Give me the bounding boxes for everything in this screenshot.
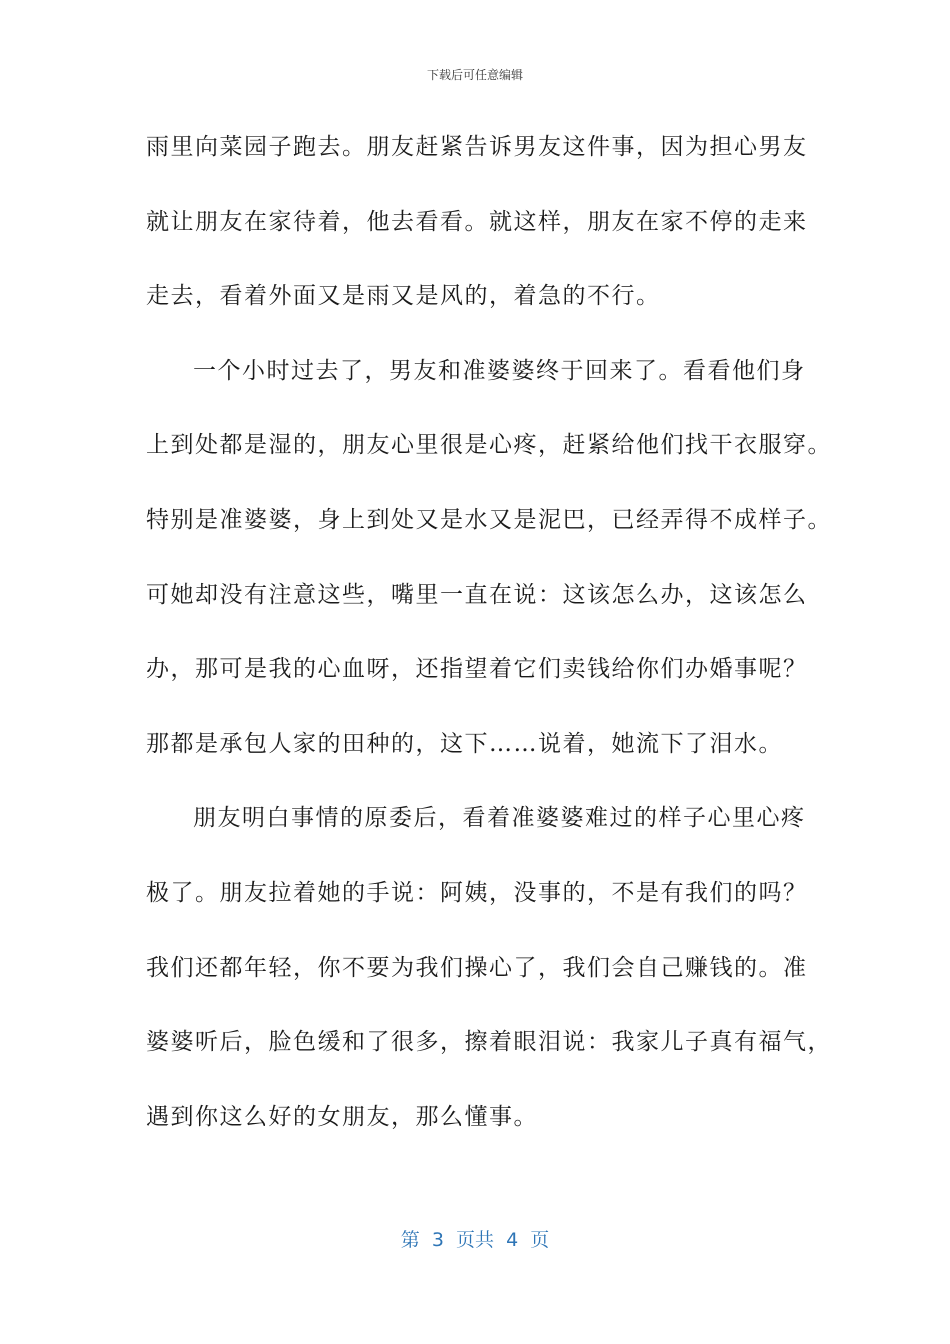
text-line: 极了。朋友拉着她的手说：阿姨，没事的，不是有我们的吗？ [146, 879, 808, 906]
text-line: 上到处都是湿的，朋友心里很是心疼，赶紧给他们找干衣服穿。 [146, 432, 832, 459]
text-line: 那都是承包人家的田种的，这下……说着，她流下了泪水。 [146, 730, 783, 757]
text-line: 特别是准婆婆，身上到处又是水又是泥巴，已经弄得不成样子。 [146, 506, 832, 533]
text-line: 雨里向菜园子跑去。朋友赶紧告诉男友这件事，因为担心男友 [146, 134, 808, 160]
text-line: 婆婆听后，脸色缓和了很多，擦着眼泪说：我家儿子真有福气， [146, 1029, 832, 1056]
text-line: 遇到你这么好的女朋友，那么懂事。 [146, 1103, 538, 1130]
text-line: 就让朋友在家待着，他去看看。就这样，朋友在家不停的走来 [146, 208, 808, 235]
page-number-footer: 第 3 页共 4 页 [400, 1229, 550, 1251]
text-line: 我们还都年轻，你不要为我们操心了，我们会自己赚钱的。准 [146, 954, 808, 981]
text-line: 走去，看着外面又是雨又是风的，着急的不行。 [146, 283, 661, 310]
text-line: 可她却没有注意这些，嘴里一直在说：这该怎么办，这该怎么 [146, 581, 808, 608]
page-header: 下载后可任意编辑 [426, 68, 523, 82]
text-line: 办，那可是我的心血呀，还指望着它们卖钱给你们办婚事呢？ [146, 656, 808, 683]
text-line-paragraph-start: 一个小时过去了，男友和准婆婆终于回来了。看看他们身 [193, 357, 806, 384]
text-line-paragraph-start: 朋友明白事情的原委后，看着准婆婆难过的样子心里心疼 [193, 805, 806, 832]
document-body [146, 122, 832, 1166]
